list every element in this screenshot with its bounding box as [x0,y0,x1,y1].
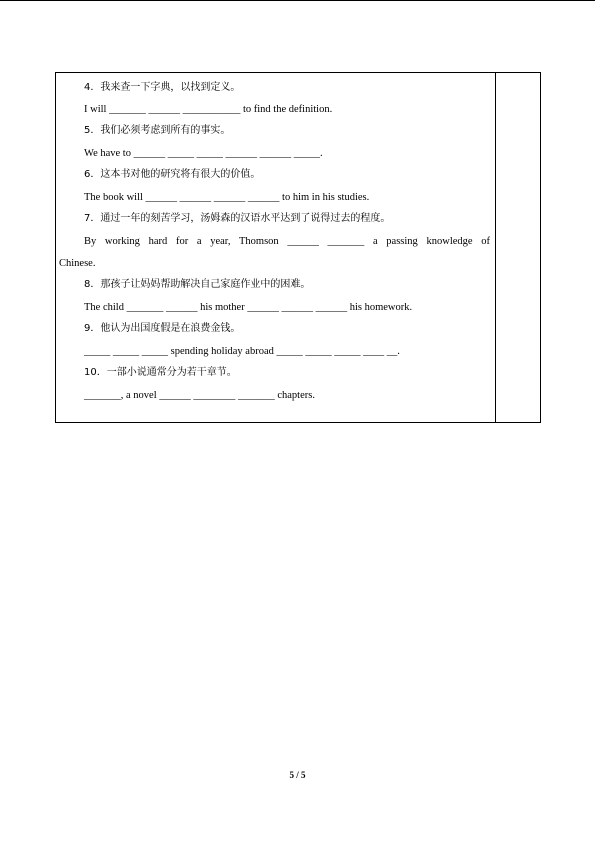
item-7-english: By working hard for a year, Thomson ______ _______ a passing knowledge of [84,236,490,247]
item-7-english-continued: Chinese. [59,258,96,269]
item-9-english: _____ _____ _____ spending holiday abroad _____ _____ _____ ____ __. [84,346,400,357]
item-4-english: I will _______ ______ ___________ to find the definition. [84,104,333,115]
item-8-chinese: 8．那孩子让妈妈帮助解决自己家庭作业中的困难。 [84,279,311,290]
item-7-chinese: 7．通过一年的刻苦学习，汤姆森的汉语水平达到了说得过去的程度。 [84,213,391,224]
exercise-table [55,72,541,423]
page-number: 5 / 5 [289,770,306,780]
item-6-english: The book will ______ ______ ______ ______ to him in his studies. [84,192,370,203]
item-10-english: _______, a novel ______ ________ _______ chapters. [84,390,315,401]
item-5-chinese: 5．我们必须考虑到所有的事实。 [84,125,231,136]
item-6-chinese: 6．这本书对他的研究将有很大的价值。 [84,169,261,180]
page-top-rule [0,0,595,1]
item-10-chinese: 10．一部小说通常分为若干章节。 [84,367,237,378]
table-column-divider [495,73,496,422]
item-9-chinese: 9．他认为出国度假是在浪费金钱。 [84,323,241,334]
item-5-english: We have to ______ _____ _____ ______ ______ _____. [84,148,323,159]
item-8-english: The child _______ ______ his mother ______ ______ ______ his homework. [84,302,413,313]
item-4-chinese: 4．我来查一下字典，以找到定义。 [84,82,241,93]
